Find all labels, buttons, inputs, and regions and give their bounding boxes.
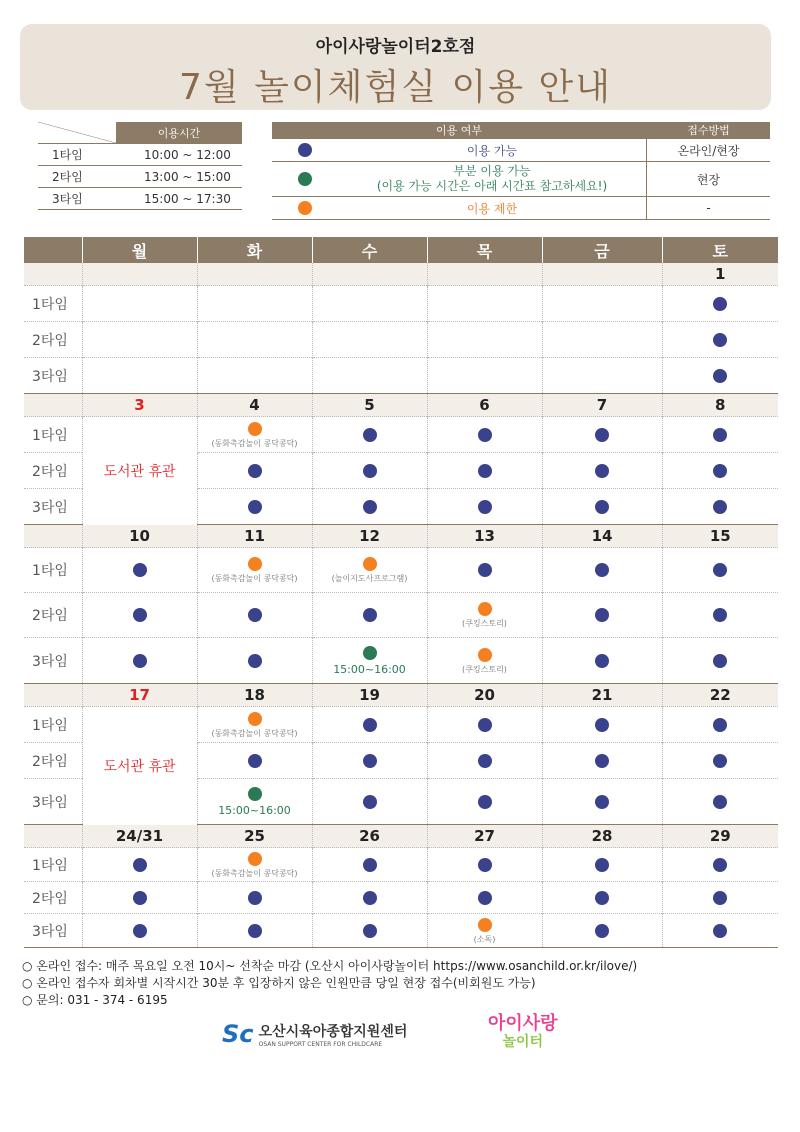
available-dot-icon	[248, 754, 262, 768]
center-name: 오산시육아종합지원센터	[258, 1023, 408, 1040]
date-cell: 14	[542, 525, 662, 548]
brand-bottom: 놀이터	[502, 1034, 544, 1050]
legend-available: 이용 가능	[338, 139, 647, 162]
page-title: 7월 놀이체험실 이용 안내	[179, 67, 612, 108]
slot-row	[24, 638, 778, 684]
available-dot-icon	[133, 563, 147, 577]
restricted-dot-icon	[478, 918, 492, 932]
slot-label: 2타임	[24, 593, 82, 638]
date-row	[24, 394, 778, 417]
available-dot-icon	[595, 654, 609, 668]
date-cell: 15	[662, 525, 778, 548]
available-dot-icon	[713, 369, 727, 383]
available-dot-icon	[248, 500, 262, 514]
available-dot-icon	[248, 891, 262, 905]
date-cell: 17	[82, 684, 197, 707]
time-row	[38, 166, 242, 188]
date-row	[24, 684, 778, 707]
available-dot-icon	[248, 924, 262, 938]
available-dot-icon	[595, 924, 609, 938]
slot-label: 1타임	[24, 707, 82, 743]
available-dot-icon	[478, 858, 492, 872]
legend-restricted-method: -	[647, 197, 771, 220]
available-dot-icon	[713, 754, 727, 768]
weekday-fri: 금	[542, 237, 662, 263]
logo-area	[0, 1012, 800, 1056]
available-dot-icon	[133, 891, 147, 905]
partial-dot-icon	[298, 172, 312, 186]
available-dot-icon	[595, 500, 609, 514]
page-subtitle: 아이사랑놀이터2호점	[315, 37, 476, 57]
available-dot-icon	[713, 333, 727, 347]
center-logo	[222, 1020, 407, 1048]
available-dot-icon	[363, 891, 377, 905]
date-cell: 12	[312, 525, 427, 548]
program-note: (동화촉감놀이 콩닥콩닥)	[211, 438, 298, 448]
available-dot-icon	[133, 608, 147, 622]
date-cell: 19	[312, 684, 427, 707]
time-row-name: 3타임	[38, 188, 116, 210]
available-dot-icon	[595, 464, 609, 478]
footer-contact: ○ 문의: 031 - 374 - 6195	[22, 993, 168, 1007]
available-dot-icon	[595, 563, 609, 577]
available-dot-icon	[363, 428, 377, 442]
slot-row	[24, 286, 778, 322]
date-cell: 1	[662, 263, 778, 286]
date-cell: 7	[542, 394, 662, 417]
available-dot-icon	[713, 891, 727, 905]
time-row	[38, 188, 242, 210]
available-dot-icon	[363, 858, 377, 872]
date-cell: 28	[542, 825, 662, 848]
restricted-dot-icon	[248, 557, 262, 571]
partial-dot-icon	[363, 646, 377, 660]
available-dot-icon	[595, 754, 609, 768]
available-dot-icon	[363, 754, 377, 768]
date-cell: 10	[82, 525, 197, 548]
slot-label: 2타임	[24, 453, 82, 489]
legend-partial	[338, 162, 647, 197]
slot-row	[24, 417, 778, 453]
slot-row	[24, 358, 778, 394]
slot-label: 3타임	[24, 779, 82, 825]
available-dot-icon	[713, 297, 727, 311]
slot-row	[24, 882, 778, 914]
partial-time: 15:00~16:00	[333, 663, 406, 676]
brand-logo	[488, 1014, 558, 1050]
slot-label: 1타임	[24, 848, 82, 882]
date-cell: 27	[427, 825, 542, 848]
footer-onsite: ○ 온라인 접수자 회차별 시작시간 30분 후 입장하지 않은 인원만큼 당일 현장 접수(비회원도 가능)	[22, 976, 536, 990]
slot-label: 3타임	[24, 638, 82, 684]
available-dot-icon	[363, 924, 377, 938]
available-dot-icon	[298, 143, 312, 157]
time-row	[38, 144, 242, 166]
available-dot-icon	[713, 464, 727, 478]
time-row-time: 10:00 ~ 12:00	[116, 144, 242, 166]
slot-label: 1타임	[24, 417, 82, 453]
legend-table	[272, 122, 770, 220]
available-dot-icon	[248, 464, 262, 478]
available-dot-icon	[713, 608, 727, 622]
available-dot-icon	[363, 464, 377, 478]
restricted-dot-icon	[363, 557, 377, 571]
time-row-name: 2타임	[38, 166, 116, 188]
center-logo-icon: Sc	[222, 1020, 254, 1048]
program-note: (쿠킹스토리)	[462, 619, 507, 628]
available-dot-icon	[133, 924, 147, 938]
restricted-dot-icon	[478, 648, 492, 662]
slot-row	[24, 914, 778, 948]
time-table-corner	[38, 122, 116, 144]
slot-row	[24, 593, 778, 638]
restricted-dot-icon	[478, 602, 492, 616]
date-cell: 8	[662, 394, 778, 417]
available-dot-icon	[595, 858, 609, 872]
date-cell: 21	[542, 684, 662, 707]
available-dot-icon	[478, 464, 492, 478]
weekday-tue: 화	[197, 237, 312, 263]
closed-notice: 도서관 휴관	[82, 707, 197, 825]
time-table	[38, 122, 242, 210]
program-note: (소독)	[473, 934, 496, 944]
date-cell: 4	[197, 394, 312, 417]
date-cell: 25	[197, 825, 312, 848]
closed-notice: 도서관 휴관	[82, 417, 197, 525]
available-dot-icon	[363, 795, 377, 809]
available-dot-icon	[595, 718, 609, 732]
available-dot-icon	[478, 891, 492, 905]
date-row	[24, 825, 778, 848]
available-dot-icon	[478, 754, 492, 768]
slot-label: 1타임	[24, 548, 82, 593]
available-dot-icon	[363, 500, 377, 514]
available-dot-icon	[713, 924, 727, 938]
slot-label: 1타임	[24, 286, 82, 322]
legend-partial-label: 부분 이용 가능	[453, 164, 531, 178]
brand-top: 아이사랑	[488, 1013, 558, 1034]
available-dot-icon	[713, 500, 727, 514]
date-cell: 22	[662, 684, 778, 707]
available-dot-icon	[363, 608, 377, 622]
available-dot-icon	[713, 654, 727, 668]
time-row-time: 13:00 ~ 15:00	[116, 166, 242, 188]
legend-restricted: 이용 제한	[338, 197, 647, 220]
time-row-name: 1타임	[38, 144, 116, 166]
available-dot-icon	[478, 718, 492, 732]
available-dot-icon	[133, 654, 147, 668]
available-dot-icon	[713, 795, 727, 809]
partial-time: 15:00~16:00	[218, 804, 291, 817]
program-note: (동화촉감놀이 콩닥콩닥)	[211, 728, 298, 738]
available-dot-icon	[595, 608, 609, 622]
available-dot-icon	[595, 891, 609, 905]
weekday-sat: 토	[662, 237, 778, 263]
slot-label: 2타임	[24, 322, 82, 358]
date-cell: 13	[427, 525, 542, 548]
slot-label: 3타임	[24, 914, 82, 948]
available-dot-icon	[713, 428, 727, 442]
program-note: (쿠킹스토리)	[462, 664, 507, 674]
date-cell: 18	[197, 684, 312, 707]
weekday-thu: 목	[427, 237, 542, 263]
slot-label: 2타임	[24, 882, 82, 914]
available-dot-icon	[713, 718, 727, 732]
time-table-header: 이용시간	[116, 122, 242, 144]
footer-online: ○ 온라인 접수: 매주 목요일 오전 10시~ 선착순 마감 (오산시 아이사랑놀이터 https://www.osanchild.or.kr/ilove/)	[22, 959, 638, 973]
available-dot-icon	[478, 795, 492, 809]
available-dot-icon	[713, 563, 727, 577]
slot-label: 2타임	[24, 743, 82, 779]
center-name-en: OSAN SUPPORT CENTER FOR CHILDCARE	[258, 1040, 383, 1048]
available-dot-icon	[595, 428, 609, 442]
program-note: (놀이지도사프로그램)	[331, 574, 408, 583]
weekday-mon: 월	[82, 237, 197, 263]
date-cell: 29	[662, 825, 778, 848]
restricted-dot-icon	[248, 712, 262, 726]
partial-dot-icon	[248, 787, 262, 801]
available-dot-icon	[478, 563, 492, 577]
program-note: (동화촉감놀이 콩닥콩닥)	[211, 574, 298, 583]
available-dot-icon	[248, 654, 262, 668]
legend-header-usage: 이용 여부	[272, 122, 647, 139]
time-row-time: 15:00 ~ 17:30	[116, 188, 242, 210]
date-cell: 11	[197, 525, 312, 548]
available-dot-icon	[363, 718, 377, 732]
date-cell: 26	[312, 825, 427, 848]
restricted-dot-icon	[248, 852, 262, 866]
date-cell: 20	[427, 684, 542, 707]
slot-row	[24, 848, 778, 882]
restricted-dot-icon	[298, 201, 312, 215]
legend-partial-method: 현장	[647, 162, 771, 197]
date-cell: 3	[82, 394, 197, 417]
date-cell: 6	[427, 394, 542, 417]
slot-row	[24, 322, 778, 358]
available-dot-icon	[478, 428, 492, 442]
date-row	[24, 525, 778, 548]
available-dot-icon	[133, 858, 147, 872]
slot-label: 3타임	[24, 489, 82, 525]
slot-row	[24, 548, 778, 593]
legend-header-method: 접수방법	[647, 122, 771, 139]
weekday-wed: 수	[312, 237, 427, 263]
slot-row	[24, 707, 778, 743]
date-row	[24, 263, 778, 286]
title-banner	[20, 24, 771, 110]
legend-available-method: 온라인/현장	[647, 139, 771, 162]
legend-partial-note: (이용 가능 시간은 아래 시간표 참고하세요!)	[376, 179, 608, 193]
date-cell: 24/31	[82, 825, 197, 848]
slot-label: 3타임	[24, 358, 82, 394]
restricted-dot-icon	[248, 422, 262, 436]
available-dot-icon	[595, 795, 609, 809]
footer-notes	[22, 958, 637, 1009]
program-note: (동화촉감놀이 콩닥콩닥)	[211, 868, 298, 878]
schedule-calendar	[24, 237, 778, 948]
available-dot-icon	[713, 858, 727, 872]
available-dot-icon	[478, 500, 492, 514]
date-cell: 5	[312, 394, 427, 417]
available-dot-icon	[248, 608, 262, 622]
